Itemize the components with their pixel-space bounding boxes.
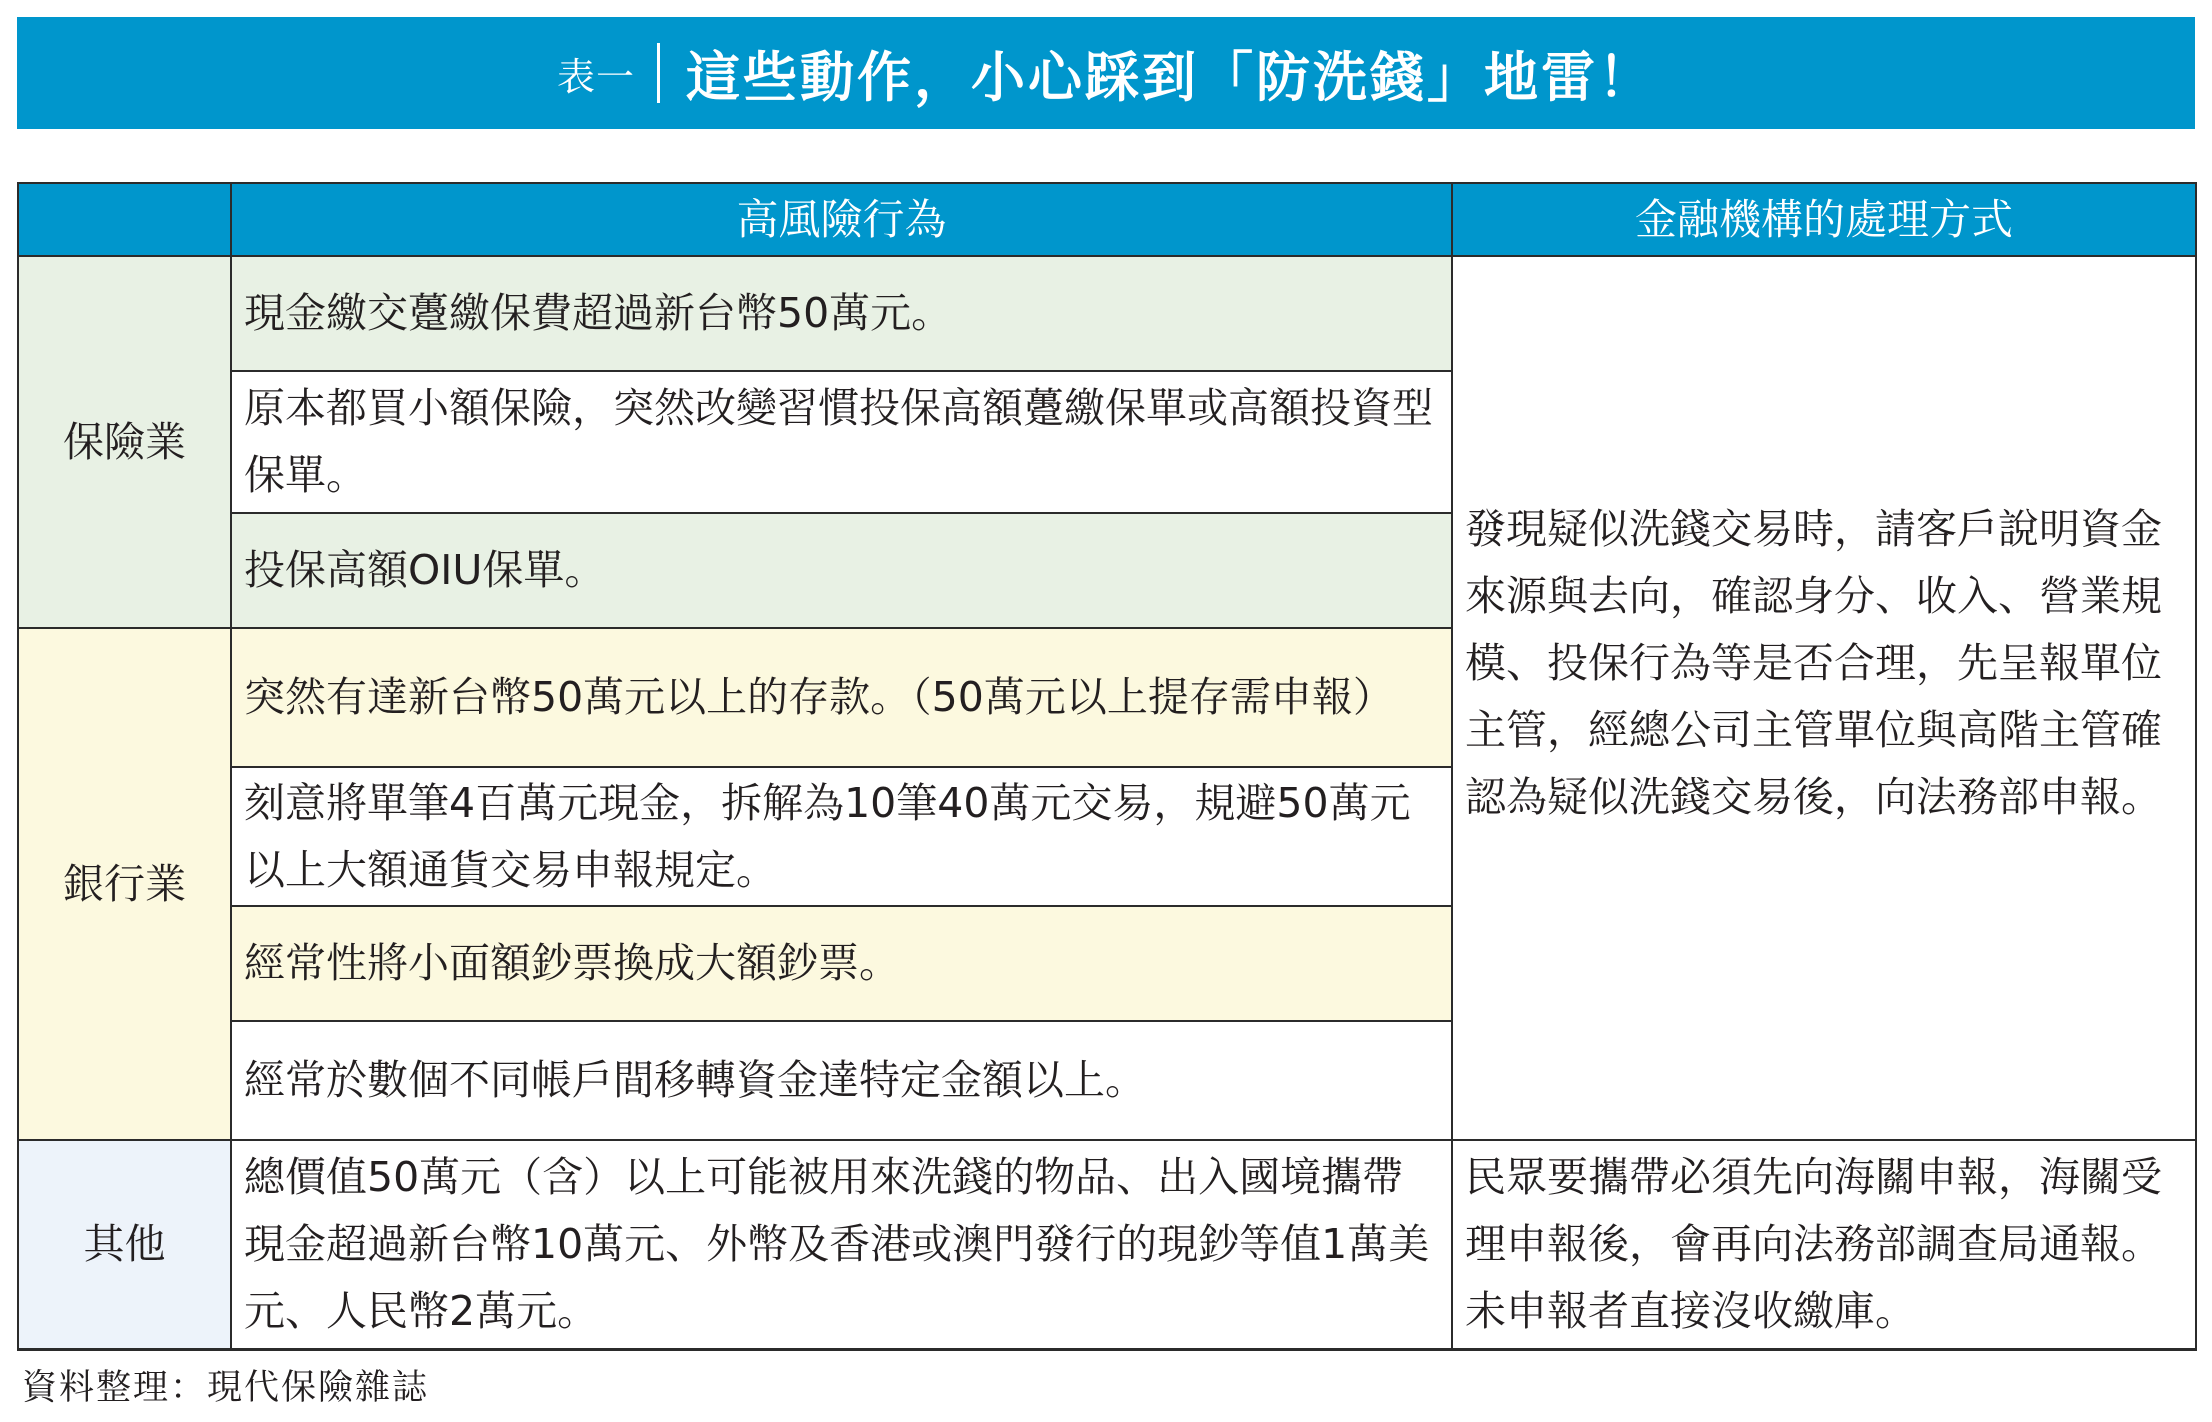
behavior-cell: 刻意將單筆4百萬元現金，拆解為10筆40萬元交易，規避50萬元以上大額通貨交易申報規定。	[231, 767, 1452, 906]
title-divider	[657, 43, 660, 103]
behavior-cell: 現金繳交躉繳保費超過新台幣50萬元。	[231, 256, 1452, 371]
behavior-cell: 原本都買小額保險，突然改變習慣投保高額躉繳保單或高額投資型保單。	[231, 371, 1452, 513]
source-note: 資料整理：現代保險雜誌	[22, 1368, 430, 1408]
procedure-financial: 發現疑似洗錢交易時，請客戶說明資金來源與去向，確認身分、收入、營業規模、投保行為等是否合理，先呈報單位主管，經總公司主管單位與高階主管確認為疑似洗錢交易後，向法務部申報。	[1452, 256, 2196, 1140]
behavior-cell: 經常於數個不同帳戶間移轉資金達特定金額以上。	[231, 1021, 1452, 1140]
behavior-cell: 總價值50萬元（含）以上可能被用來洗錢的物品、出入國境攜帶現金超過新台幣10萬元、外幣及香港或澳門發行的現鈔等值1萬美元、人民幣2萬元。	[231, 1140, 1452, 1350]
category-insurance: 保險業	[18, 256, 231, 628]
table-row	[18, 256, 2196, 371]
table-header-row	[18, 183, 2196, 256]
behavior-cell: 投保高額OIU保單。	[231, 513, 1452, 628]
page-title: 這些動作，小心踩到「防洗錢」地雷！	[686, 45, 1655, 109]
procedure-other: 民眾要攜帶必須先向海關申報，海關受理申報後，會再向法務部調查局通報。未申報者直接沒收繳庫。	[1452, 1140, 2196, 1350]
header-category	[18, 183, 231, 256]
behavior-cell: 突然有達新台幣50萬元以上的存款。（50萬元以上提存需申報）	[231, 628, 1452, 767]
category-bank: 銀行業	[18, 628, 231, 1140]
table-row	[18, 1140, 2196, 1350]
behavior-cell: 經常性將小面額鈔票換成大額鈔票。	[231, 906, 1452, 1021]
category-other: 其他	[18, 1140, 231, 1350]
header-high-risk-behavior: 高風險行為	[231, 183, 1452, 256]
title-banner	[17, 17, 2195, 129]
risk-behavior-table	[17, 182, 2197, 1351]
header-institution-procedure: 金融機構的處理方式	[1452, 183, 2196, 256]
table-number: 表一	[556, 54, 635, 99]
